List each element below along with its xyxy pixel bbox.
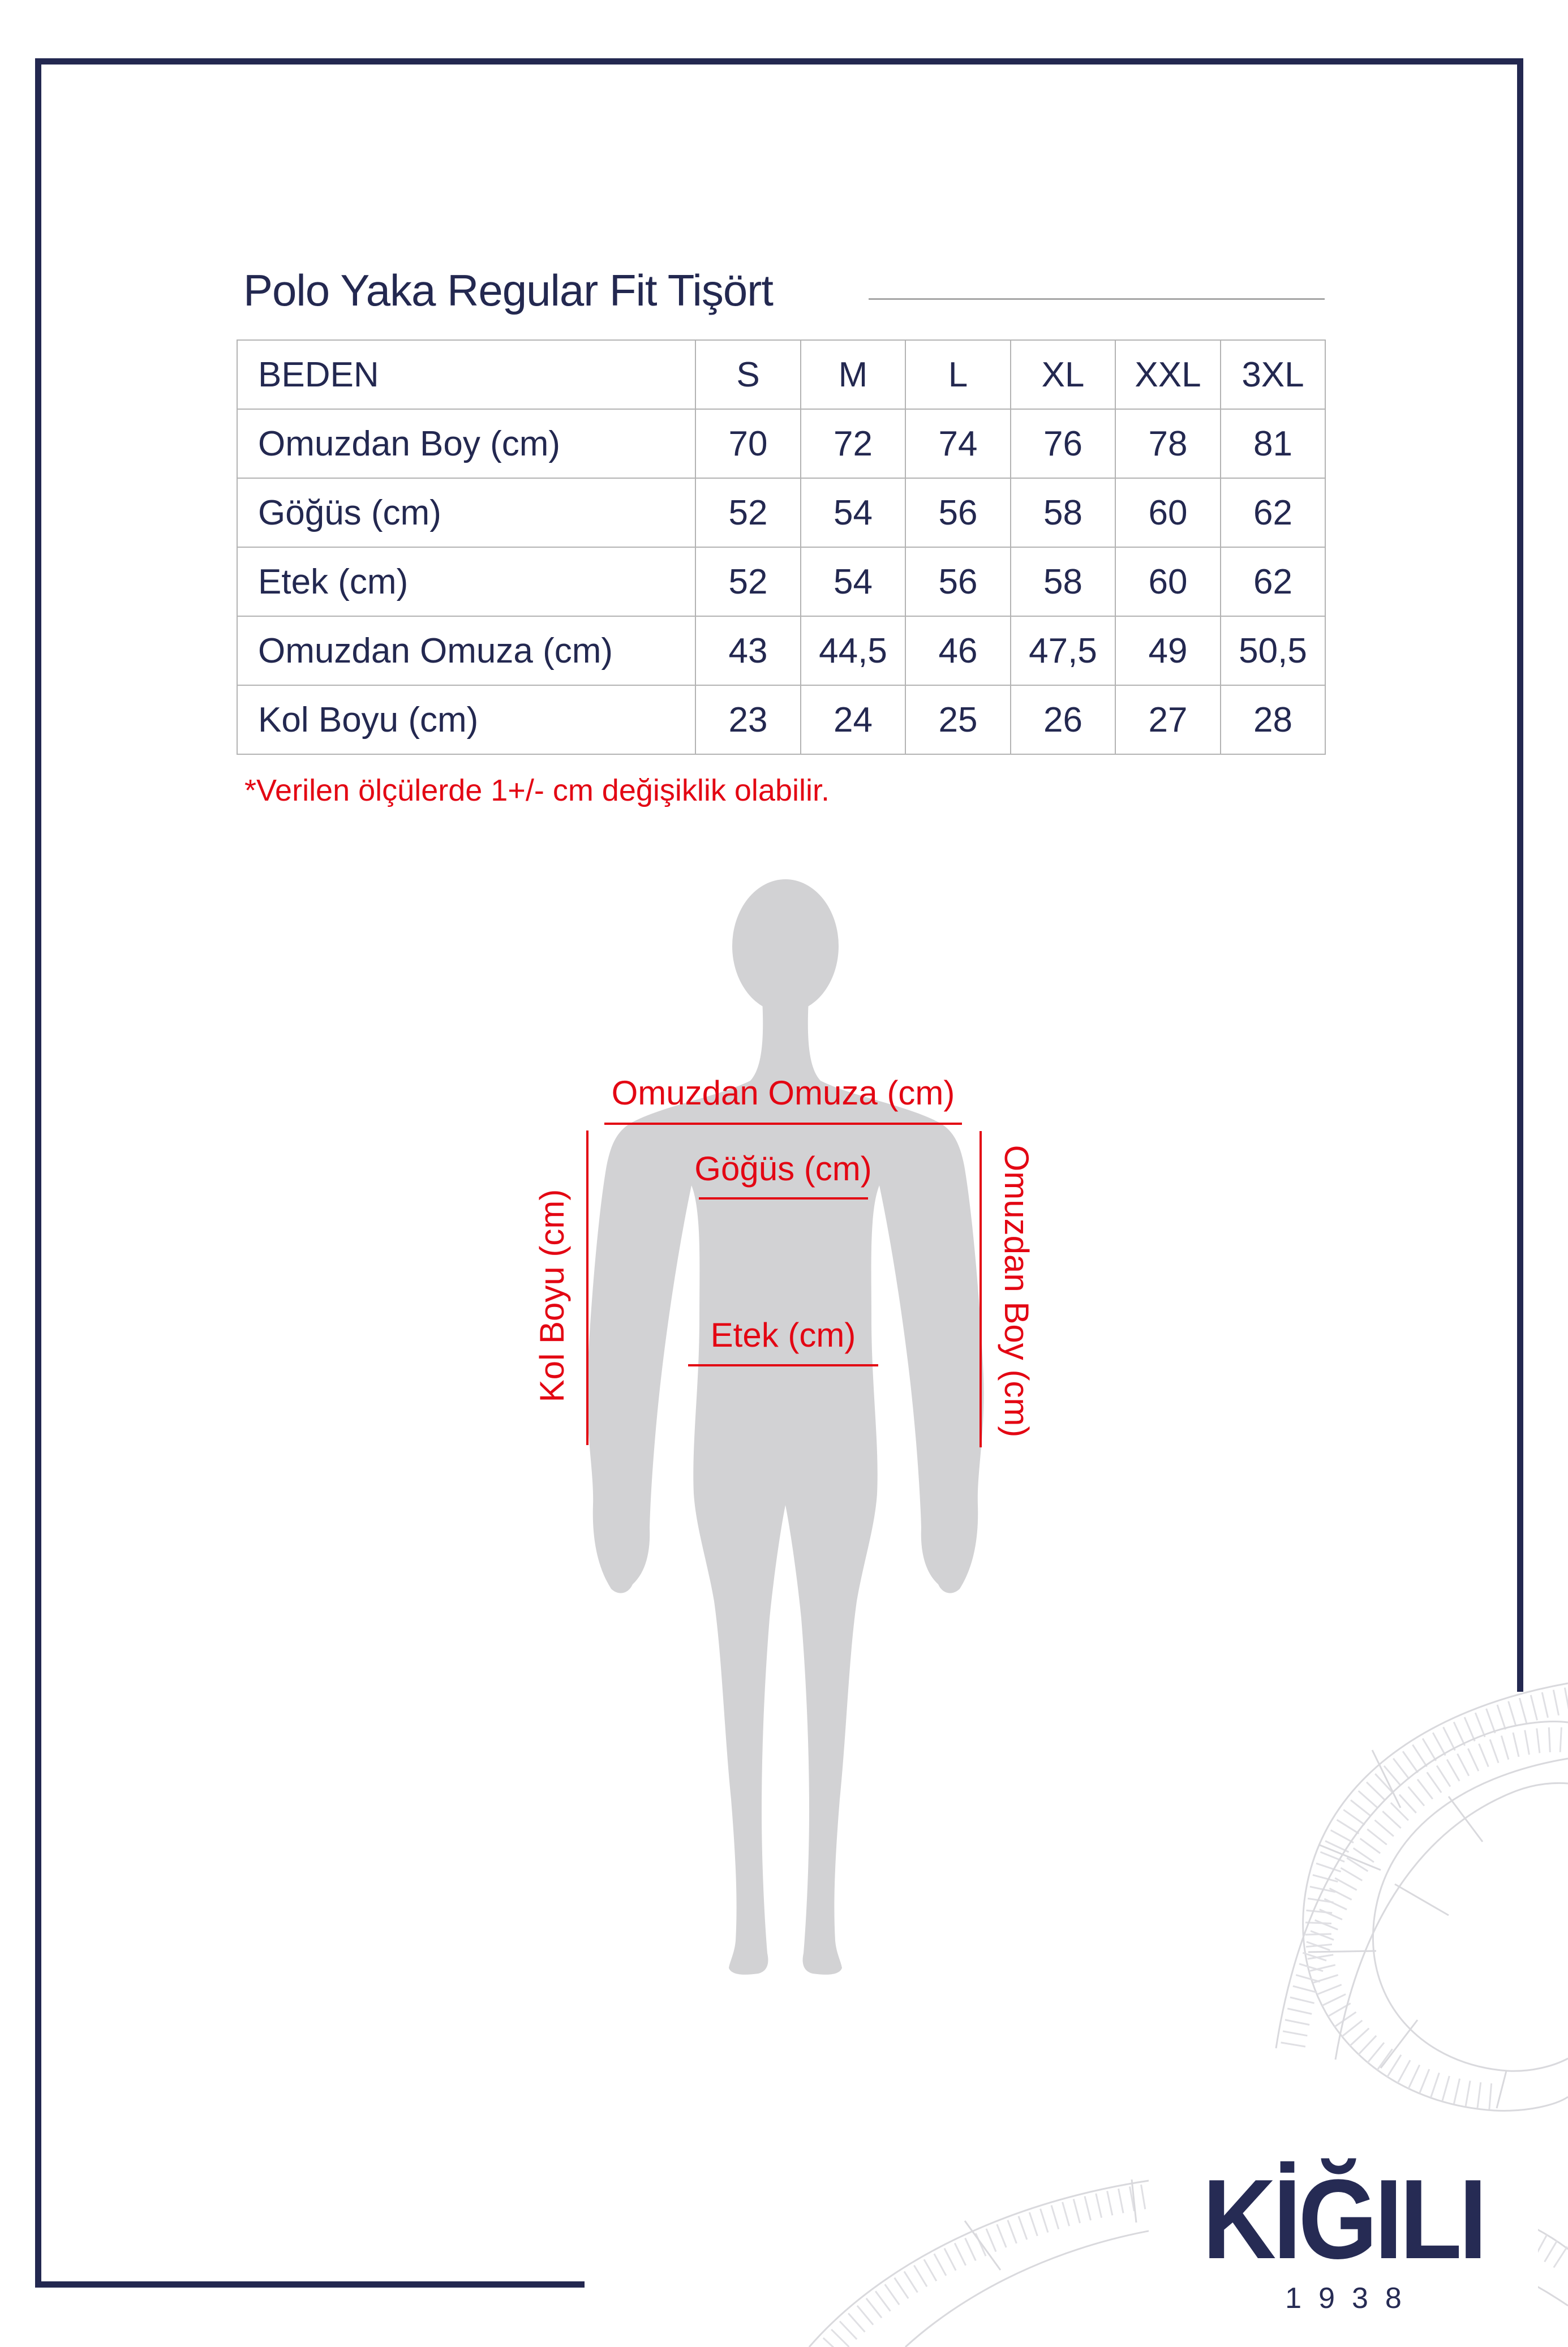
silhouette-body — [587, 990, 983, 1975]
frame-border-top — [35, 58, 1523, 65]
size-table-header-row — [237, 340, 1325, 409]
table-row — [237, 616, 1325, 685]
cell-value: 44,5 — [801, 616, 905, 685]
cell-value: 23 — [695, 685, 801, 754]
row-label: Etek (cm) — [237, 547, 695, 616]
cell-value: 25 — [905, 685, 1011, 754]
header-size-l: L — [905, 340, 1011, 409]
size-table — [237, 339, 1326, 755]
hem-line — [688, 1364, 878, 1366]
header-size-m: M — [801, 340, 905, 409]
sleeve-line — [586, 1130, 588, 1445]
cell-value: 81 — [1221, 409, 1325, 478]
cell-value: 56 — [905, 547, 1011, 616]
table-row — [237, 478, 1325, 547]
cell-value: 52 — [695, 478, 801, 547]
row-label: Omuzdan Boy (cm) — [237, 409, 695, 478]
cell-value: 43 — [695, 616, 801, 685]
cell-value: 47,5 — [1011, 616, 1115, 685]
cell-value: 52 — [695, 547, 801, 616]
cell-value: 62 — [1221, 547, 1325, 616]
label-hem: Etek (cm) — [710, 1316, 856, 1354]
label-chest: Göğüs (cm) — [694, 1150, 872, 1188]
cell-value: 72 — [801, 409, 905, 478]
label-shoulder-length: Omuzdan Boy (cm) — [998, 1145, 1036, 1438]
brand-block — [1149, 2156, 1538, 2327]
header-size-xl: XL — [1011, 340, 1115, 409]
chest-line — [699, 1197, 868, 1200]
page-title: Polo Yaka Regular Fit Tişört — [243, 265, 773, 315]
table-row — [237, 409, 1325, 478]
row-label: Omuzdan Omuza (cm) — [237, 616, 695, 685]
cell-value: 26 — [1011, 685, 1115, 754]
cell-value: 78 — [1115, 409, 1221, 478]
body-silhouette — [587, 879, 983, 1975]
cell-value: 60 — [1115, 478, 1221, 547]
frame-border-left — [35, 58, 41, 2288]
cell-value: 24 — [801, 685, 905, 754]
table-row — [237, 685, 1325, 754]
measurement-note: *Verilen ölçülerde 1+/- cm değişiklik olabilir. — [244, 773, 830, 807]
table-row — [237, 547, 1325, 616]
row-label: Göğüs (cm) — [237, 478, 695, 547]
cell-value: 62 — [1221, 478, 1325, 547]
header-size-xxl: XXL — [1115, 340, 1221, 409]
cell-value: 49 — [1115, 616, 1221, 685]
shoulder-to-shoulder-line — [604, 1123, 962, 1125]
header-beden: BEDEN — [237, 340, 695, 409]
silhouette-head — [732, 879, 839, 1013]
cell-value: 54 — [801, 478, 905, 547]
label-shoulder-to-shoulder: Omuzdan Omuza (cm) — [611, 1074, 955, 1112]
cell-value: 46 — [905, 616, 1011, 685]
cell-value: 50,5 — [1221, 616, 1325, 685]
title-rule — [869, 298, 1325, 300]
cell-value: 74 — [905, 409, 1011, 478]
header-size-3xl: 3XL — [1221, 340, 1325, 409]
cell-value: 28 — [1221, 685, 1325, 754]
cell-value: 60 — [1115, 547, 1221, 616]
cell-value: 56 — [905, 478, 1011, 547]
frame-border-right — [1517, 58, 1523, 1692]
shoulder-length-line — [980, 1131, 982, 1447]
cell-value: 54 — [801, 547, 905, 616]
brand-logo: KİĞILI — [1202, 2156, 1484, 2282]
frame-border-bottom — [35, 2281, 585, 2288]
row-label: Kol Boyu (cm) — [237, 685, 695, 754]
cell-value: 58 — [1011, 547, 1115, 616]
header-size-s: S — [695, 340, 801, 409]
label-sleeve: Kol Boyu (cm) — [533, 1189, 571, 1403]
cell-value: 27 — [1115, 685, 1221, 754]
cell-value: 76 — [1011, 409, 1115, 478]
cell-value: 58 — [1011, 478, 1115, 547]
brand-year: 1938 — [1285, 2282, 1419, 2315]
cell-value: 70 — [695, 409, 801, 478]
